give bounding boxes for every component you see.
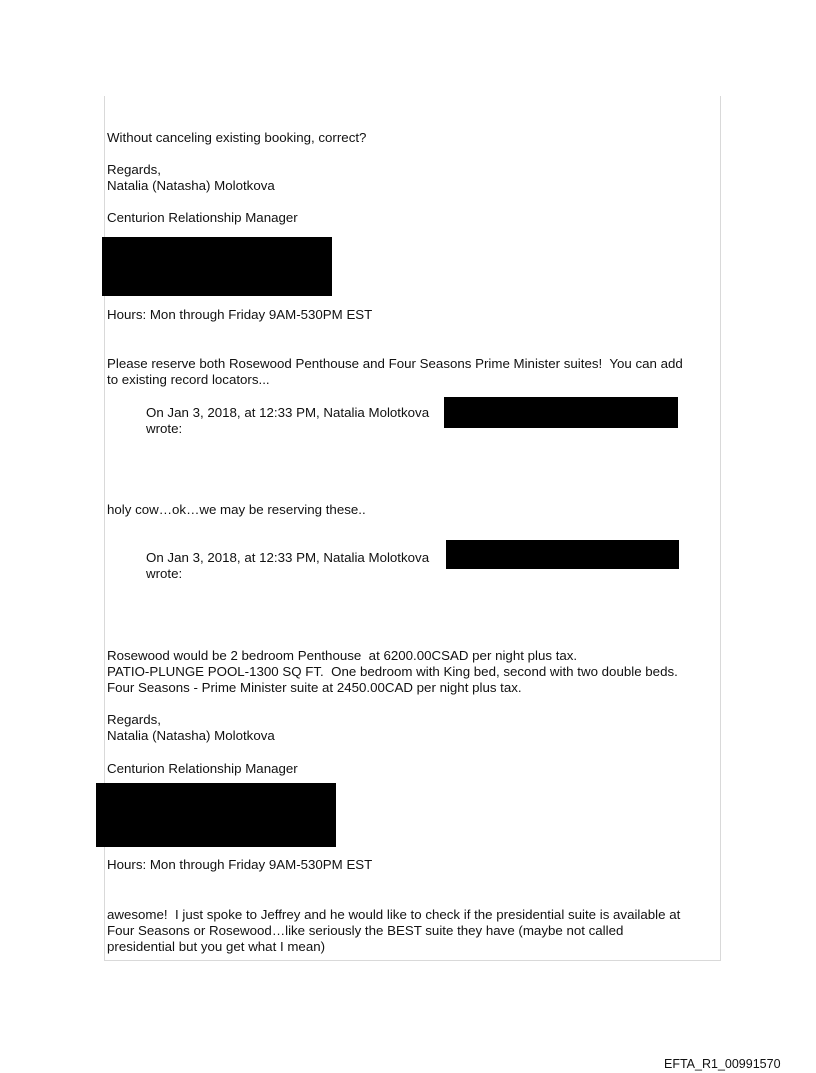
signature-hours: Hours: Mon through Friday 9AM-530PM EST [107, 857, 373, 872]
redaction-block [102, 237, 332, 296]
email-line: awesome! I just spoke to Jeffrey and he would like to check if the presidential suite is available at [107, 907, 681, 922]
signature-hours: Hours: Mon through Friday 9AM-530PM EST [107, 307, 373, 322]
signature-name: Natalia (Natasha) Molotkova [107, 178, 275, 193]
email-line: presidential but you get what I mean) [107, 939, 326, 954]
signature-title: Centurion Relationship Manager [107, 210, 298, 225]
redaction-block [96, 783, 336, 847]
email-line: Please reserve both Rosewood Penthouse and Four Seasons Prime Minister suites! You can add [107, 356, 683, 371]
email-line: to existing record locators... [107, 372, 270, 387]
email-line: Rosewood would be 2 bedroom Penthouse at 6200.00CSAD per night plus tax. [107, 648, 578, 663]
document-id: EFTA_R1_00991570 [664, 1057, 781, 1071]
redaction-block [446, 540, 679, 569]
email-line: Four Seasons or Rosewood…like seriously the BEST suite they have (maybe not called [107, 923, 624, 938]
signature-regards: Regards, [107, 712, 161, 727]
signature-name: Natalia (Natasha) Molotkova [107, 728, 275, 743]
quote-header: On Jan 3, 2018, at 12:33 PM, Natalia Molotkova [146, 550, 430, 565]
email-line: PATIO-PLUNGE POOL-1300 SQ FT. One bedroom with King bed, second with two double beds. [107, 664, 678, 679]
quote-header-wrote: wrote: [146, 421, 183, 436]
quote-header-wrote: wrote: [146, 566, 183, 581]
signature-regards: Regards, [107, 162, 161, 177]
signature-title: Centurion Relationship Manager [107, 761, 298, 776]
quote-header: On Jan 3, 2018, at 12:33 PM, Natalia Molotkova [146, 405, 430, 420]
email-line: holy cow…ok…we may be reserving these.. [107, 502, 366, 517]
email-line: Four Seasons - Prime Minister suite at 2450.00CAD per night plus tax. [107, 680, 522, 695]
redaction-block [444, 397, 678, 428]
email-line: Without canceling existing booking, correct? [107, 130, 367, 145]
